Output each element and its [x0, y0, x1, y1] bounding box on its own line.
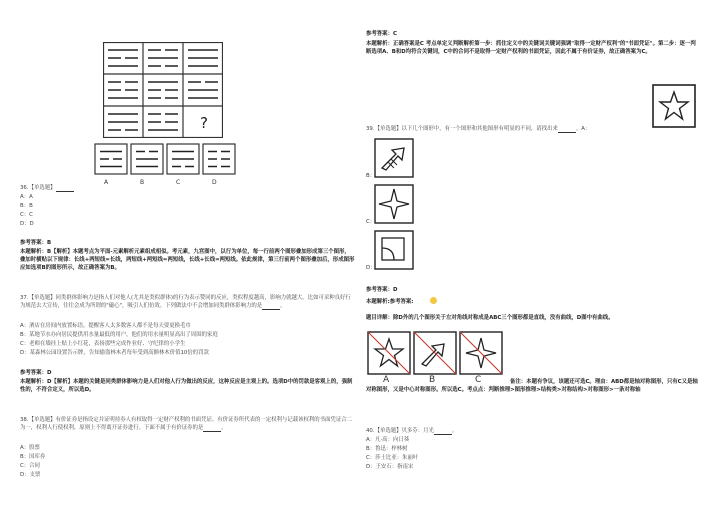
q38-explanation: 本题解析：正确答案是C 考点单定义判断解析第一步：抓住定义中的关键词关键词强调"取得一定财产权利"的"书面凭证"。第二步：逐一判断选项A、B和D均符合关键词，C中的合同不是取得一定财产权利的书面凭证，因此不属于有价证券，故正确答案为C。: [366, 41, 696, 56]
q38-answer: 参考答案：C: [366, 31, 397, 37]
q37-option-c: C：老师在墙挂上贴上小红花，表扬那些完成作业好、守纪律的小学生: [20, 341, 186, 347]
q39-figure-d-curve: [374, 230, 414, 270]
q36-option-label-d: D: [212, 179, 217, 186]
q39-figure-label-b: B: [429, 375, 436, 385]
q38-option-c: C：合同: [20, 463, 40, 469]
q36-option-figures: [93, 143, 237, 177]
q39-subtitle: 本题解析:参考答案:: [366, 299, 414, 305]
answer-blank: [262, 304, 280, 310]
q40-stem: 40.【单选题】贝多芬：月光 。: [366, 428, 458, 434]
q36-option-label-c: C: [176, 179, 181, 186]
q36-option-c: C：C: [20, 212, 33, 218]
q40-option-b: B：鲁迅：梓林树: [366, 446, 408, 452]
q40-option-c: C：莎士比亚：朱丽叶: [366, 455, 419, 461]
q36-answer: 参考答案：B: [20, 240, 52, 246]
q40-option-d: D：王安石：指南宋: [366, 464, 414, 470]
q39-option-b-label: B：: [366, 173, 376, 179]
q37-stem: 37.【单选题】同类群体影响力是指人们对他人(尤其是类似群体)的行为表示赞同的反应，类似程度越高，影响力就越大。比如可采种良好行为规范去大宣传，往往会成为所谓的"磁心"，吸引人们仿效。下列做法中不会增加同类群体影响力的是 。: [20, 295, 351, 310]
q36-option-label-b: B: [140, 179, 145, 186]
answer-blank: [56, 186, 74, 192]
q39-figure-label-a: A: [383, 375, 390, 385]
answer-blank: [558, 127, 576, 133]
q39-explanation-figures: [366, 330, 504, 376]
q39-explanation-b: 备注：本题有争议，该题还可选C。理由：ABD都是轴对称图形，只有C又是轴对称图形，又是中心对称图形。所以选C。考点点：判断推理>图形推理>结构类>对称结构>对称图形>一条对称轴: [366, 379, 698, 394]
q37-explanation: 本题解析：D【解析】本题的关键是同类群体影响力是人们对他人行为做出的反应，这种反应是主观上的。选项D中的罚款是客观上的，强制性的，不符合定义，所以选D。: [20, 379, 353, 394]
q37-option-b: B：某地节水办向居民提供用水量最低的用户，他们的用水量明显高出了周围的家庭: [20, 332, 218, 338]
q36-explanation: 本题解析：B【解析】本题考点为平面-元素解析元素组成相似。考元素，九宫图中，以行为单位，每一行前两个图形叠加形成第三个图形，叠加时横贴以下规律：长线+两短线=长线，两短线+两短线=两短线，长线+长线=两短线。依此规律，第三行前两个图形叠加后，形成图形应如选项B的图形所示，故正确答案为B。: [20, 249, 355, 272]
q39-answer: 参考答案：D: [366, 287, 398, 293]
smiley-icon: [430, 297, 437, 304]
q38-stem: 38.【单选题】有价证券是指设定并证明持券人有权取得一定财产权利的书面凭证。有价证券所代表的一定权利与记载该权利的书面凭证合二为一，权利人行使权利，原则上不得离开证券进行。下面不属于有价证券的是 。: [20, 417, 353, 432]
q39-explanation-a: 题目详解：除D外的几个图形关于左对角线对称成是ABC三个图形都是直线，没有曲线，D图中有曲线。: [366, 315, 614, 321]
q36-option-a: A：A: [20, 194, 33, 200]
q39-figure-a-star: [652, 84, 696, 128]
q36-stem: 36.【单选题】: [20, 184, 74, 192]
q37-option-a: A：酒店在房间内放置标语，提醒客人太多数客人都不是每天要更换毛巾: [20, 323, 191, 329]
q39-stem: 39.【单选题】以下几个图形中，有一个图形和其他图形有明显的不同，请找出来 。A：: [366, 126, 591, 132]
q39-figure-b-arrow: [374, 138, 414, 178]
q39-option-d-label: D：: [366, 265, 376, 271]
answer-blank: [203, 426, 221, 432]
q37-option-d: D：某森林公园设置告示牌，告知偷盗林木者每年受到高额林木价值10倍的罚款: [20, 350, 209, 356]
q37-answer: 参考答案：D: [20, 370, 52, 376]
q39-option-c-label: C：: [366, 219, 376, 225]
q38-option-a: A：股票: [20, 445, 40, 451]
grid-question-mark: ?: [200, 114, 208, 132]
q40-option-a: A：凡·高：向日葵: [366, 437, 410, 443]
q39-figure-label-c: C: [475, 375, 482, 385]
q38-option-d: D：支票: [20, 472, 41, 478]
answer-blank: [434, 429, 452, 435]
q36-option-d: D：D: [20, 221, 34, 227]
q39-figure-c-fourpoint-star: [374, 184, 414, 224]
q36-option-b: B：B: [20, 203, 33, 209]
q36-option-label-a: A: [104, 179, 109, 186]
q38-option-b: B：国库券: [20, 454, 46, 460]
